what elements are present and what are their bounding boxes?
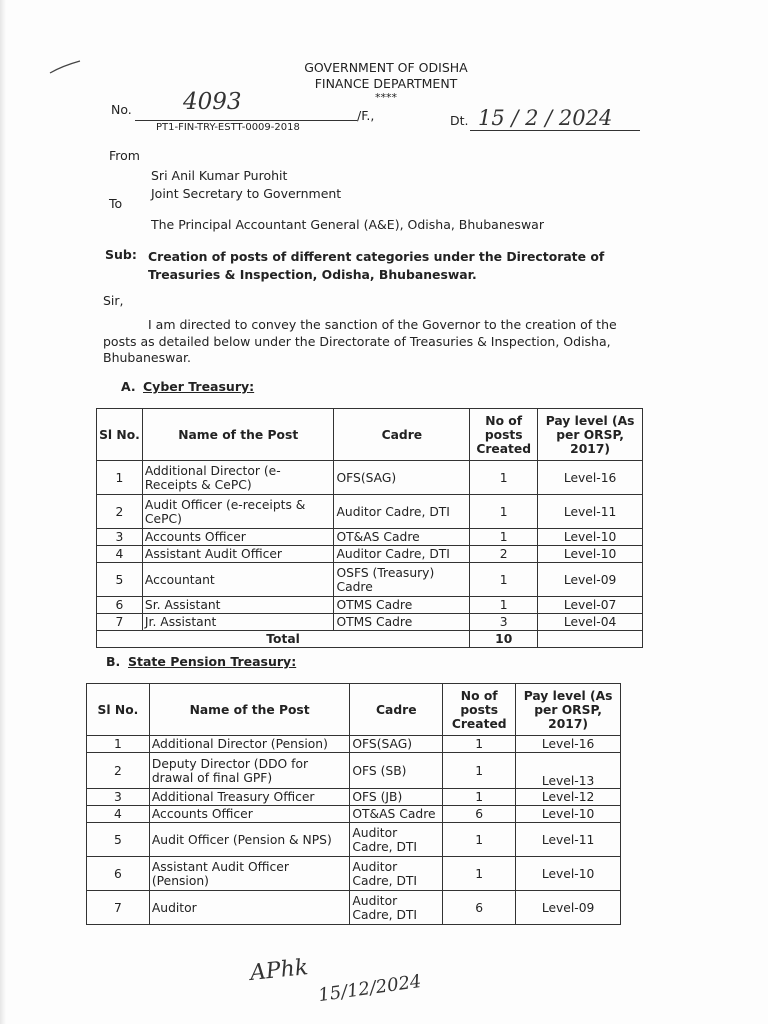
- cell-sl: 5: [97, 563, 143, 597]
- cell-sl: 3: [87, 789, 150, 806]
- cell-post: Sr. Assistant: [142, 597, 334, 614]
- table-row: [87, 823, 621, 857]
- cell-cadre: OT&AS Cadre: [350, 806, 443, 823]
- table-row: [97, 529, 643, 546]
- cell-post: Additional Treasury Officer: [149, 789, 350, 806]
- cell-post: Additional Director (Pension): [149, 736, 350, 753]
- cell-post: Accountant: [142, 563, 334, 597]
- cell-posts: 6: [443, 806, 516, 823]
- cell-cadre: Auditor Cadre, DTI: [334, 546, 470, 563]
- salutation: Sir,: [103, 293, 124, 308]
- state-pension-treasury-table: [86, 683, 621, 925]
- handwritten-date: 15/12/2024: [317, 970, 423, 1007]
- table-row: [97, 495, 643, 529]
- cell-post: Assistant Audit Officer (Pension): [149, 857, 350, 891]
- cell-sl: 2: [87, 753, 150, 789]
- cell-sl: 3: [97, 529, 143, 546]
- table-row: [97, 597, 643, 614]
- to-label: To: [109, 196, 123, 211]
- to-addressee: The Principal Accountant General (A&E), Odisha, Bhubaneswar: [151, 217, 544, 232]
- letterhead-stars: ****: [375, 91, 397, 104]
- body-line3: Bhubaneswar.: [103, 350, 191, 365]
- total-value: 10: [470, 631, 538, 648]
- cell-posts: 1: [470, 495, 538, 529]
- cell-sl: 4: [97, 546, 143, 563]
- ref-date-label: Dt.: [450, 113, 469, 128]
- ref-no-rule: [135, 120, 357, 121]
- cell-post: Auditor: [149, 891, 350, 925]
- table-header-row: [97, 409, 643, 461]
- cell-level: Level-10: [538, 529, 643, 546]
- cell-cadre: OFS (SB): [350, 753, 443, 789]
- ref-date-handwritten: 15 / 2 / 2024: [478, 106, 613, 130]
- cell-sl: 7: [87, 891, 150, 925]
- cell-level: Level-11: [538, 495, 643, 529]
- handwritten-initials: APhk: [248, 955, 310, 986]
- table-row: [97, 614, 643, 631]
- header-post-name: Name of the Post: [149, 684, 350, 736]
- cell-sl: 4: [87, 806, 150, 823]
- ref-file-number: PT1-FIN-TRY-ESTT-0009-2018: [156, 122, 300, 133]
- total-empty-cell: [538, 631, 643, 648]
- section-a-prefix: A.: [121, 379, 136, 394]
- cell-cadre: Auditor Cadre, DTI: [350, 857, 443, 891]
- header-posts-created: No of posts Created: [443, 684, 516, 736]
- header-post-name: Name of the Post: [142, 409, 334, 461]
- cell-level: Level-10: [538, 546, 643, 563]
- table-row: [87, 789, 621, 806]
- subject-line2: Treasuries & Inspection, Odisha, Bhubaneswar.: [148, 267, 477, 282]
- cell-post: Audit Officer (Pension & NPS): [149, 823, 350, 857]
- cell-sl: 1: [97, 461, 143, 495]
- ref-slash-f: /F.,: [357, 108, 375, 123]
- total-label: Total: [97, 631, 470, 648]
- letterhead-line2: FINANCE DEPARTMENT: [314, 76, 458, 91]
- cell-posts: 1: [443, 857, 516, 891]
- table-total-row: [97, 631, 643, 648]
- cell-posts: 1: [470, 563, 538, 597]
- header-posts-created: No of posts Created: [470, 409, 538, 461]
- cell-cadre: OT&AS Cadre: [334, 529, 470, 546]
- scan-edge-shadow: [0, 0, 6, 1024]
- cell-post: Accounts Officer: [149, 806, 350, 823]
- cell-cadre: OTMS Cadre: [334, 597, 470, 614]
- letterhead-line1: GOVERNMENT OF ODISHA: [304, 60, 468, 75]
- cell-posts: 6: [443, 891, 516, 925]
- table-header-row: [87, 684, 621, 736]
- cell-level: Level-10: [516, 857, 621, 891]
- cell-sl: 6: [87, 857, 150, 891]
- table-row: [87, 736, 621, 753]
- cell-cadre: OTMS Cadre: [334, 614, 470, 631]
- cell-posts: 1: [443, 736, 516, 753]
- header-cadre: Cadre: [350, 684, 443, 736]
- cell-cadre: OFS(SAG): [350, 736, 443, 753]
- cyber-treasury-table: [96, 408, 643, 648]
- cell-posts: 1: [443, 823, 516, 857]
- table-row: [87, 753, 621, 789]
- body-line2: posts as detailed below under the Directorate of Treasuries & Inspection, Odisha,: [103, 334, 611, 349]
- cell-posts: 1: [470, 529, 538, 546]
- cell-level: Level-11: [516, 823, 621, 857]
- cell-level: Level-09: [516, 891, 621, 925]
- cell-cadre: Auditor Cadre, DTI: [350, 823, 443, 857]
- from-designation: Joint Secretary to Government: [151, 186, 342, 201]
- cell-posts: 1: [470, 461, 538, 495]
- section-b-title: State Pension Treasury:: [128, 654, 297, 669]
- table-row: [97, 461, 643, 495]
- ref-date-rule: [470, 130, 640, 131]
- section-b-prefix: B.: [106, 654, 121, 669]
- cell-posts: 2: [470, 546, 538, 563]
- cell-level: Level-10: [516, 806, 621, 823]
- cell-post: Audit Officer (e-receipts & CePC): [142, 495, 334, 529]
- body-line1: I am directed to convey the sanction of the Governor to the creation of the: [148, 317, 617, 332]
- subject-line1: Creation of posts of different categories under the Directorate of: [148, 249, 605, 264]
- ref-no-label: No.: [111, 102, 132, 117]
- cell-level: Level-13: [516, 753, 621, 789]
- cell-sl: 7: [97, 614, 143, 631]
- cell-posts: 1: [443, 753, 516, 789]
- table-row: [87, 806, 621, 823]
- cell-sl: 1: [87, 736, 150, 753]
- cell-sl: 2: [97, 495, 143, 529]
- cell-cadre: OFS (JB): [350, 789, 443, 806]
- cell-post: Jr. Assistant: [142, 614, 334, 631]
- table-row: [87, 857, 621, 891]
- cell-posts: 3: [470, 614, 538, 631]
- cell-sl: 5: [87, 823, 150, 857]
- cell-level: Level-07: [538, 597, 643, 614]
- from-name: Sri Anil Kumar Purohit: [151, 168, 288, 183]
- cell-level: Level-16: [516, 736, 621, 753]
- cell-sl: 6: [97, 597, 143, 614]
- cell-post: Accounts Officer: [142, 529, 334, 546]
- cell-post: Assistant Audit Officer: [142, 546, 334, 563]
- cell-level: Level-16: [538, 461, 643, 495]
- cell-cadre: Auditor Cadre, DTI: [334, 495, 470, 529]
- cell-post: Deputy Director (DDO for drawal of final GPF): [149, 753, 350, 789]
- pen-tick-mark: [48, 58, 82, 76]
- cell-post: Additional Director (e-Receipts & CePC): [142, 461, 334, 495]
- cell-posts: 1: [470, 597, 538, 614]
- header-pay-level: Pay level (As per ORSP, 2017): [516, 684, 621, 736]
- from-label: From: [109, 148, 140, 163]
- cell-cadre: OFS(SAG): [334, 461, 470, 495]
- cell-level: Level-12: [516, 789, 621, 806]
- header-cadre: Cadre: [334, 409, 470, 461]
- cell-cadre: OSFS (Treasury) Cadre: [334, 563, 470, 597]
- cell-cadre: Auditor Cadre, DTI: [350, 891, 443, 925]
- section-a-title: Cyber Treasury:: [143, 379, 255, 394]
- header-sl-no: Sl No.: [87, 684, 150, 736]
- cell-level: Level-09: [538, 563, 643, 597]
- ref-no-handwritten: 4093: [183, 89, 242, 115]
- cell-posts: 1: [443, 789, 516, 806]
- table-row: [97, 563, 643, 597]
- header-pay-level: Pay level (As per ORSP, 2017): [538, 409, 643, 461]
- header-sl-no: Sl No.: [97, 409, 143, 461]
- table-row: [97, 546, 643, 563]
- cell-level: Level-04: [538, 614, 643, 631]
- subject-label: Sub:: [105, 247, 137, 262]
- table-row: [87, 891, 621, 925]
